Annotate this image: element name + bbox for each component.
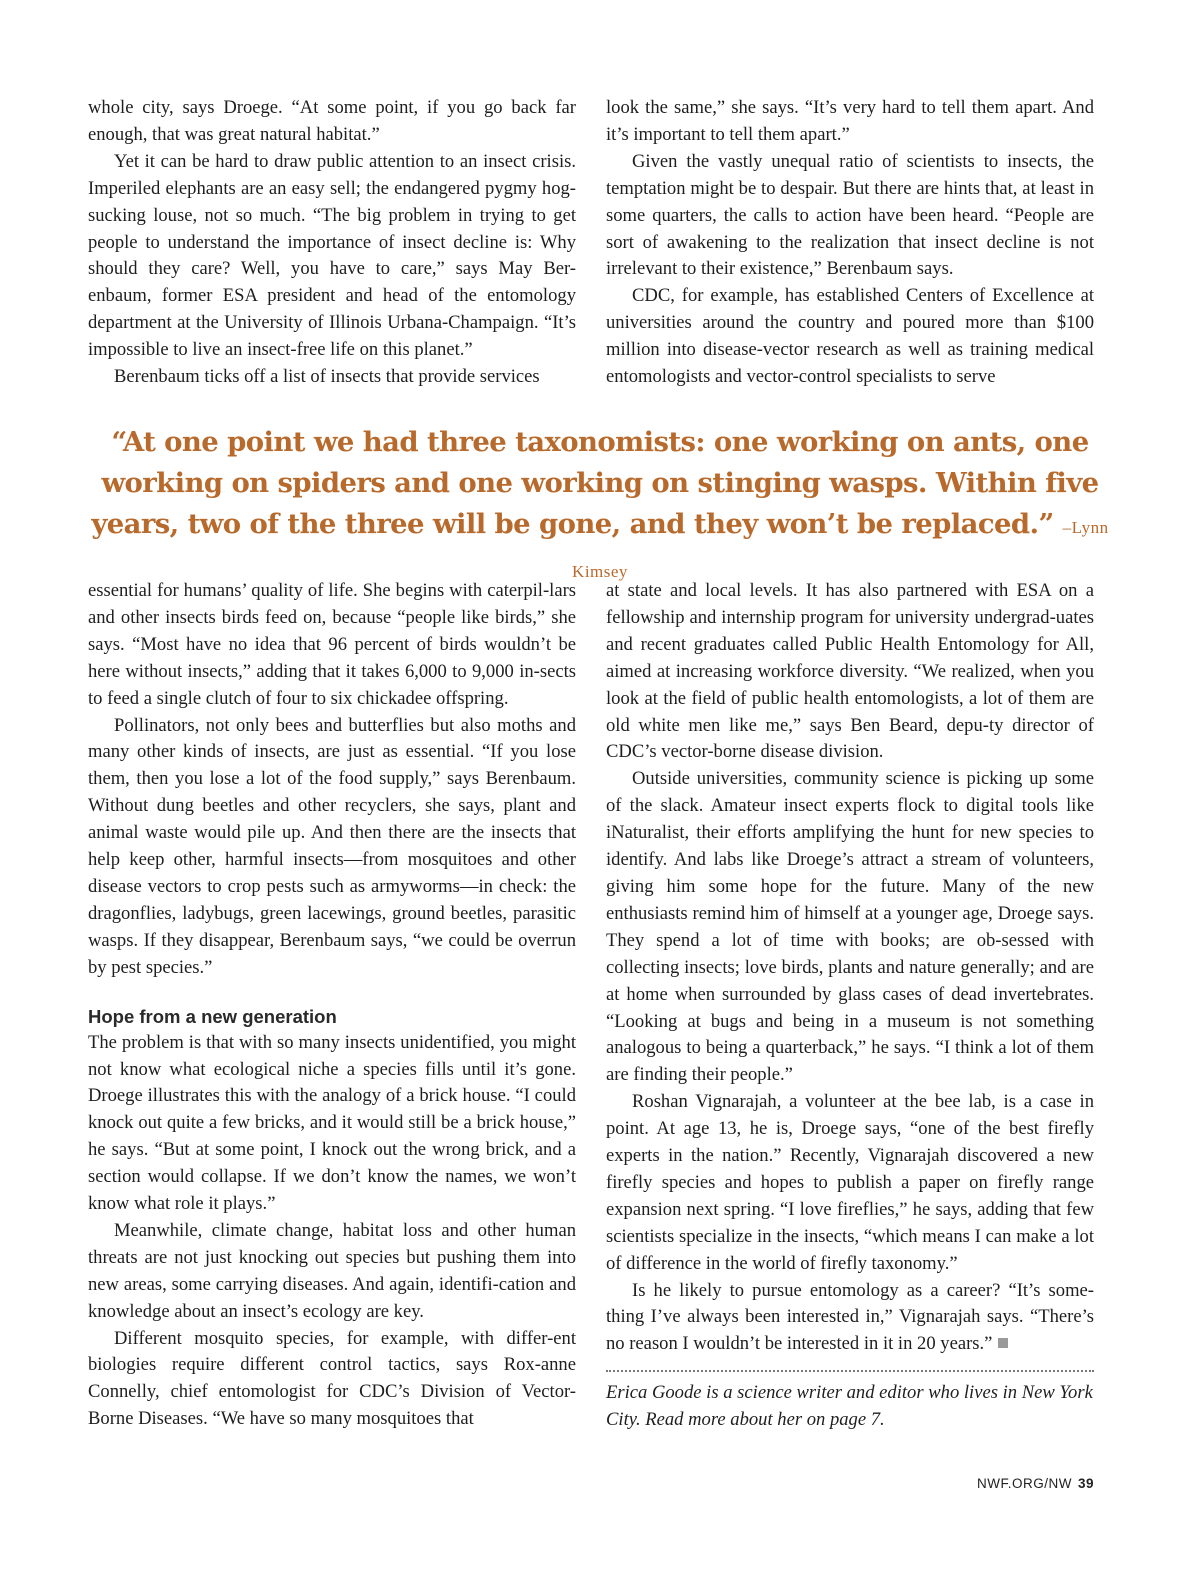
paragraph: Outside universities, community science is picking up some of the slack. Amateur insect experts flock to digital tools like iNaturalist, their efforts amplifying the hunt for new species to identify. And labs like Droege’s attract a stream of volunteers, giving him some hope for the future. Many of the new enthusiasts remind him of himself at a younger age, Droege says. They spend a lot of time with books; are ob-sessed with collecting insects; love birds, plants and nature generally; and are at home when surrounded by glass cases of dead invertebrates. “Looking at bugs and being in a museum is not something analogous to being a quarterback,” he says. “I think a lot of them are finding their people.”: [606, 768, 1094, 1086]
paragraph: The problem is that with so many insects unidentified, you might not know what ecological niche a species fills until it’s gone. Droege illustrates this with the analogy of a brick house. “I could knock out quite a few bricks, and it would still be a brick house,” he says. “But at some point, I knock out the wrong brick, and a section would collapse. If we don’t know the names, we won’t know what role it plays.”: [88, 1031, 576, 1215]
paragraph: Roshan Vignarajah, a volunteer at the bee lab, is a case in point. At age 13, he is, Droege says, “one of the best firefly experts in the nation.” Recently, Vignarajah discovered a new firefly species and hopes to publish a paper on firefly range expansion next spring. “I love fireflies,” he says, adding that few scientists specialize in the insects, “which means I can make a lot of difference in the world of firefly taxonomy.”: [606, 1091, 1094, 1274]
dotted-divider: [606, 1370, 1094, 1372]
paragraph: Pollinators, not only bees and butterflies but also moths and many other kinds of insects, are just as essential. “If you lose them, then you lose a lot of the food supply,” says Berenbaum. Without dung beetles and other recyclers, she says, plant and animal waste would pile up. And then there are the insects that help keep other, harmful insects—from mosquitoes and other disease vectors to crop pests such as armyworms—in check: the dragonflies, ladybugs, green lacewings, ground beetles, parasitic wasps. If they disappear, Berenbaum says, “we could be overrun by pest species.”: [88, 714, 576, 978]
paragraph: essential for humans’ quality of life. She begins with caterpil-lars and other insects birds feed on, because “people like birds,” she says. “Most have no idea that 96 percent of birds wouldn’t be here without insects,” adding that it takes 6,000 to 9,000 in-sects to feed a single clutch of four to six chickadee offspring.: [88, 580, 576, 709]
paragraph: Yet it can be hard to draw public attention to an insect crisis. Imperiled elephants are an easy sell; the endangered pygmy hog-sucking louse, not so much. “The big problem in trying to get people to understand the importance of insect decline is: Why should they care? Well, you have to care,” says May Ber-enbaum, former ESA president and head of the entomology department at the University of Illinois Urbana-Champaign. “It’s impossible to live an insect-free life on this planet.”: [88, 150, 576, 361]
page-footer: [977, 1476, 1094, 1491]
paragraph-final-text: Is he likely to pursue entomology as a career? “It’s some-thing I’ve always been interested in,” Vignarajah says. “There’s no reason I wouldn’t be interested in it in 20 years.”: [606, 1279, 1094, 1355]
author-bio: Erica Goode is a science writer and editor who lives in New York City. Read more about her on page 7.: [606, 1382, 1093, 1431]
column-top-right: [606, 95, 1094, 391]
column-top-left: [88, 95, 576, 391]
pull-quote-attribution: –Lynn Kimsey: [572, 518, 1109, 581]
paragraph: look the same,” she says. “It’s very hard to tell them apart. And it’s important to tell them apart.”: [606, 97, 1094, 145]
paragraph: Different mosquito species, for example, with differ-ent biologies require different control tactics, says Rox-anne Connelly, chief entomologist for CDC’s Division of Vector-Borne Diseases. “We have so many mosquitoes that: [88, 1327, 576, 1430]
paragraph: Given the vastly unequal ratio of scientists to insects, the temptation might be to despair. But there are hints that, at least in some quarters, the calls to action have been heard. “People are sort of awakening to the realization that insect decline is not irrelevant to their existence,” Berenbaum says.: [606, 150, 1094, 280]
column-bottom-right: [606, 578, 1094, 1434]
paragraph: CDC, for example, has established Centers of Excellence at universities around the country and poured more than $100 million into disease-vector research as well as training medical entomologists and vector-control specialists to serve: [606, 285, 1094, 388]
paragraph: Meanwhile, climate change, habitat loss and other human threats are not just knocking out species but pushing them into new areas, some carrying diseases. And again, identifi-cation and knowledge about an insect’s ecology are key.: [88, 1219, 576, 1322]
page-number: 39: [1077, 1476, 1094, 1491]
footer-site: NWF.ORG/NW: [976, 1476, 1072, 1491]
paragraph: at state and local levels. It has also partnered with ESA on a fellowship and internship program for university undergrad-uates and recent graduates called Public Health Entomology for All, aimed at increasing workforce diversity. “We realized, when you look at the field of public health entomologists, a lot of them are old white men like me,” says Ben Beard, depu-ty director of CDC’s vector-borne disease division.: [606, 580, 1094, 763]
end-mark-icon: [998, 1338, 1008, 1348]
paragraph: Berenbaum ticks off a list of insects that provide services: [114, 366, 540, 388]
section-subhead: Hope from a new generation: [88, 1005, 337, 1027]
paragraph: whole city, says Droege. “At some point, if you go back far enough, that was great natural habitat.”: [88, 97, 576, 145]
paragraph-final: [606, 1278, 1094, 1359]
pull-quote-text: “At one point we had three taxonomists: one working on ants, one working on spiders and one working on stinging wasps. Within five years, two of the three will be gone, and they won’t be replaced.”: [91, 426, 1099, 540]
pull-quote: [90, 422, 1110, 592]
column-bottom-left: [88, 578, 576, 1433]
